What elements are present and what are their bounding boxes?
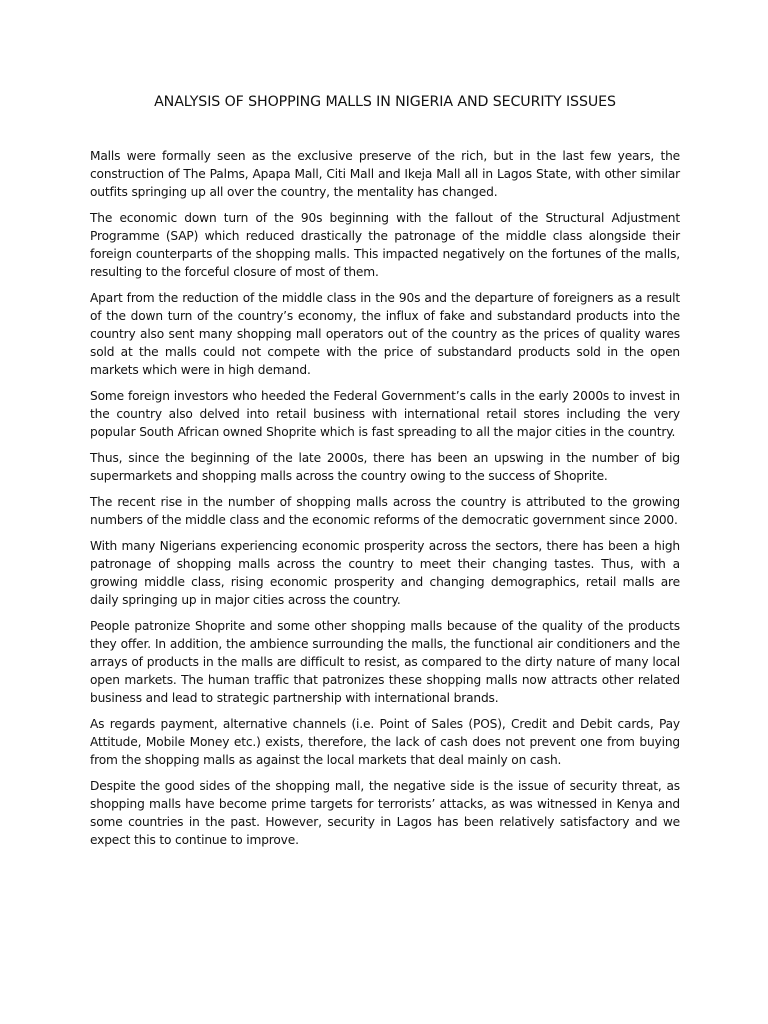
paragraph-2: The economic down turn of the 90s beginning with the fallout of the Structural Adjustment Programme (SAP) which reduced drastically the patronage of the middle class alongside their foreign counterparts of the shopping malls. This impacted negatively on the fortunes of the malls, resulting to the forceful closure of most of them. bbox=[90, 211, 680, 279]
document-title: ANALYSIS OF SHOPPING MALLS IN NIGERIA AND SECURITY ISSUES bbox=[154, 94, 616, 110]
paragraph-1: Malls were formally seen as the exclusive preserve of the rich, but in the last few years, the construction of The Palms, Apapa Mall, Citi Mall and Ikeja Mall all in Lagos State, with other similar outfits springing up all over the country, the mentality has changed. bbox=[90, 149, 680, 199]
paragraph-4: Some foreign investors who heeded the Federal Government’s calls in the early 2000s to invest in the country also delved into retail business with international retail stores including the very popular South African owned Shoprite which is fast spreading to all the major cities in the country. bbox=[90, 389, 680, 439]
paragraph-7: With many Nigerians experiencing economic prosperity across the sectors, there has been a high patronage of shopping malls across the country to meet their changing tastes. Thus, with a growing middle class, rising economic prosperity and changing demographics, retail malls are daily springing up in major cities across the country. bbox=[90, 539, 680, 607]
paragraph-6: The recent rise in the number of shopping malls across the country is attributed to the growing numbers of the middle class and the economic reforms of the democratic government since 2000. bbox=[90, 495, 680, 527]
paragraph-8: People patronize Shoprite and some other shopping malls because of the quality of the products they offer. In addition, the ambience surrounding the malls, the functional air conditioners and the arrays of products in the malls are difficult to resist, as compared to the dirty nature of many local open markets. The human traffic that patronizes these shopping malls now attracts other related business and lead to strategic partnership with international brands. bbox=[90, 619, 680, 705]
paragraph-5: Thus, since the beginning of the late 2000s, there has been an upswing in the number of big supermarkets and shopping malls across the country owing to the success of Shoprite. bbox=[90, 451, 680, 483]
paragraph-3: Apart from the reduction of the middle class in the 90s and the departure of foreigners as a result of the down turn of the country’s economy, the influx of fake and substandard products into the country also sent many shopping mall operators out of the country as the prices of quality wares sold at the malls could not compete with the price of substandard products sold in the open markets which were in high demand. bbox=[90, 291, 680, 377]
paragraph-9: As regards payment, alternative channels (i.e. Point of Sales (POS), Credit and Debit cards, Pay Attitude, Mobile Money etc.) exists, therefore, the lack of cash does not prevent one from buying from the shopping malls as against the local markets that deal mainly on cash. bbox=[90, 717, 680, 767]
paragraph-10: Despite the good sides of the shopping mall, the negative side is the issue of security threat, as shopping malls have become prime targets for terrorists’ attacks, as was witnessed in Kenya and some countries in the past. However, security in Lagos has been relatively satisfactory and we expect this to continue to improve. bbox=[90, 779, 680, 847]
